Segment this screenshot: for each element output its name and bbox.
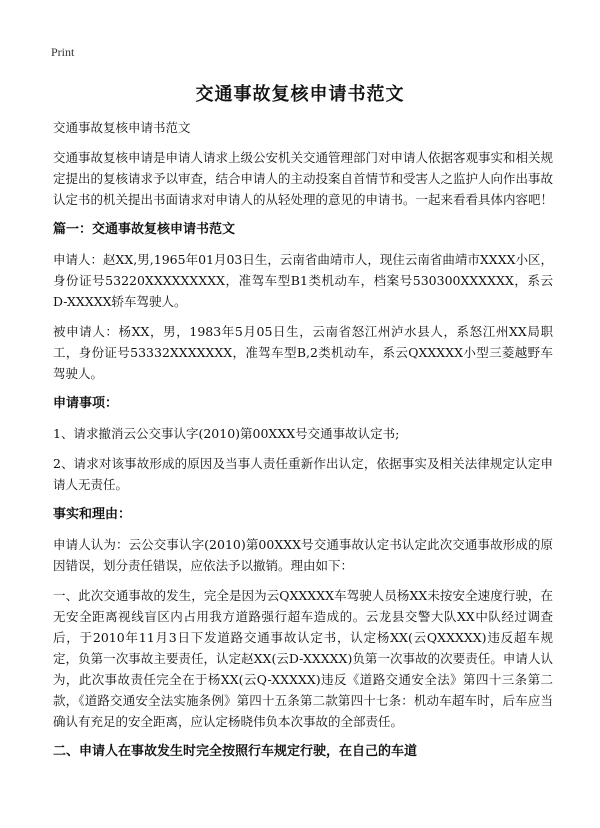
applicant-paragraph: 申请人：赵XX,男,1965年01月03日生，云南省曲靖市人，现住云南省曲靖市XXXX小区，身份证号53220XXXXXXXXX，准驾车型B1类机动车，档案号530300XXXXXX，系云D-XXXXX轿车驾驶人。: [53, 252, 553, 309]
page-title: 交通事故复核申请书范文: [195, 84, 405, 105]
document-subtitle: 交通事故复核申请书范文: [53, 120, 191, 135]
reason-1-paragraph: 一、此次交通事故的发生，完全是因为云QXXXXX车驾驶人员杨XX未按安全速度行驶，在无安全距离视线盲区内占用我方道路强行超车造成的。云龙县交警大队XX中队经过调查后，于2010年11月3日下发道路交通事故认定书，认定杨XX(云QXXXXX)违反超车规定，负第一次事故主要责任，认定赵XX(云D-XXXXX)负第一次事故的次要责任。申请人认为，此次事故责任完全在于杨XX(云Q-XXXXX)违反《道路交通安全法》第四十三条第二款，《道路交通安全法实施条例》第四十五条第二款第四十七条：机动车超车时，后车应当确认有充足的安全距离，应认定杨晓伟负本次事故的全部责任。: [53, 588, 553, 729]
requests-heading: 申请事项：: [53, 396, 119, 411]
article-heading: 篇一：交通事故复核申请书范文: [53, 222, 236, 237]
respondent-paragraph: 被申请人：杨XX，男，1983年5月05日生，云南省怒江州泸水县人，系怒江州XX局职工，身份证号53332XXXXXXX，准驾车型B,2类机动车，系云QXXXXX小型三菱越野车驾驶人。: [53, 324, 553, 381]
reason-2-heading: 二、申请人在事故发生时完全按照行车规定行驶，在自己的车道: [53, 744, 418, 759]
facts-heading: 事实和理由：: [53, 507, 132, 522]
document-body: [53, 117, 553, 771]
request-item-1: 1、请求撤消云公交事认字(2010)第00XXX号交通事故认定书;: [53, 426, 400, 441]
request-item-2: 2、请求对该事故形成的原因及当事人责任重新作出认定，依据事实及相关法律规定认定申请人无责任。: [53, 456, 553, 492]
facts-intro-paragraph: 申请人认为：云公交事认字(2010)第00XXX号交通事故认定书认定此次交通事故形成的原因错误，划分责任错误，应依法予以撤销。理由如下：: [53, 537, 553, 573]
print-link[interactable]: Print: [51, 45, 75, 59]
intro-paragraph: 交通事故复核申请是申请人请求上级公安机关交通管理部门对申请人依据客观事实和相关规定提出的复核请求予以审查，结合申请人的主动投案自首情节和受害人之监护人向作出事故认定书的机关提出书面请求对申请人的从轻处理的意见的申请书。一起来看看具体内容吧！: [53, 150, 554, 207]
